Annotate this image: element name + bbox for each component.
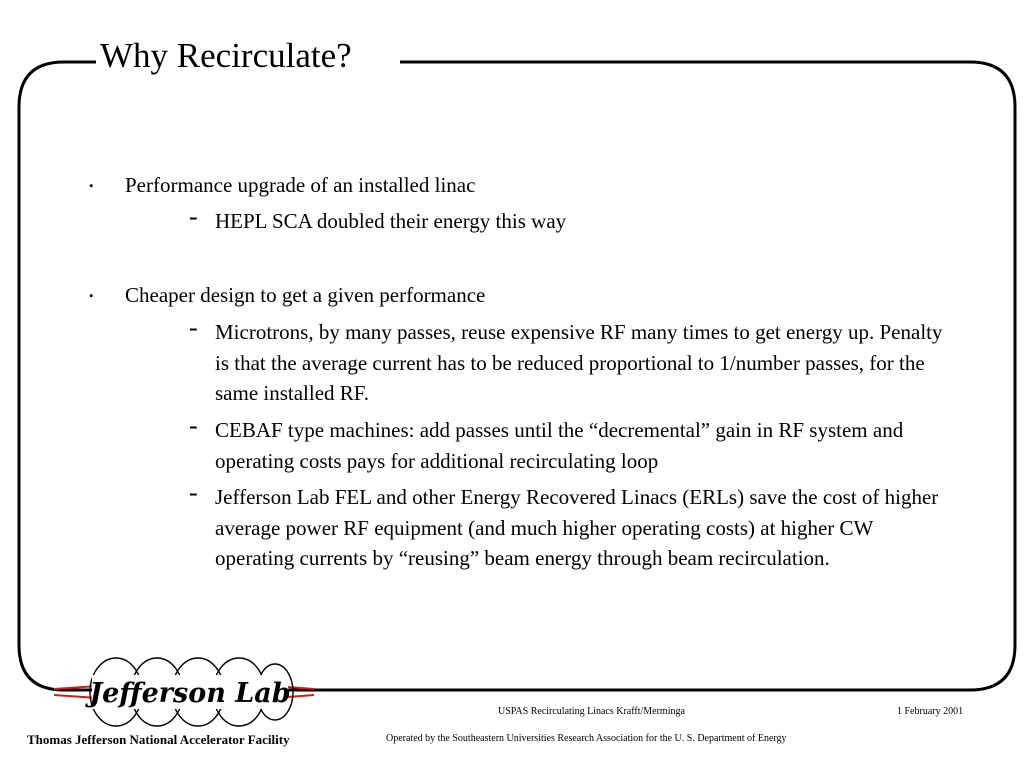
sub-bullet-item bbox=[189, 313, 945, 409]
logo-text: Jefferson Lab bbox=[89, 678, 291, 709]
sub-bullet-text: Microtrons, by many passes, reuse expensive RF many times to get energy up. Penalty is that the average current has to be reduced proportional to 1/number passes, for the same installed RF. bbox=[215, 320, 943, 405]
sub-bullet-item bbox=[189, 202, 945, 237]
sub-bullet-marker: - bbox=[189, 313, 198, 342]
date-label: 1 February 2001 bbox=[897, 706, 964, 717]
sub-bullet-item bbox=[189, 411, 945, 476]
sub-bullet-marker: - bbox=[189, 411, 198, 440]
operated-by-label: Operated by the Southeastern Universities Research Association for the U. S. Department of Energy bbox=[386, 733, 787, 744]
bullet-item bbox=[88, 274, 486, 310]
course-label: USPAS Recirculating Linacs Krafft/Merminga bbox=[498, 706, 685, 717]
facility-name: Thomas Jefferson National Accelerator Facility bbox=[27, 732, 290, 747]
sub-bullet-marker: - bbox=[189, 478, 198, 507]
bullet-marker: . bbox=[88, 164, 95, 193]
sub-bullet-text: HEPL SCA doubled their energy this way bbox=[215, 209, 567, 233]
bullet-item bbox=[88, 164, 476, 200]
page-title: Why Recirculate? bbox=[96, 34, 358, 78]
sub-bullet-text: CEBAF type machines: add passes until the “decremental” gain in RF system and operating costs pays for additional recirculating loop bbox=[215, 418, 904, 473]
bullet-text: Cheaper design to get a given performance bbox=[125, 283, 486, 307]
bullet-marker: . bbox=[88, 274, 95, 303]
bullet-text: Performance upgrade of an installed linac bbox=[125, 173, 476, 197]
sub-bullet-text: Jefferson Lab FEL and other Energy Recovered Linacs (ERLs) save the cost of higher average power RF equipment (and much higher operating costs) at higher CW operating currents by “reusing” beam energy through beam recirculation. bbox=[215, 485, 939, 570]
sub-bullet-item bbox=[189, 478, 945, 574]
sub-bullet-marker: - bbox=[189, 202, 198, 231]
jefferson-lab-logo bbox=[52, 655, 322, 735]
